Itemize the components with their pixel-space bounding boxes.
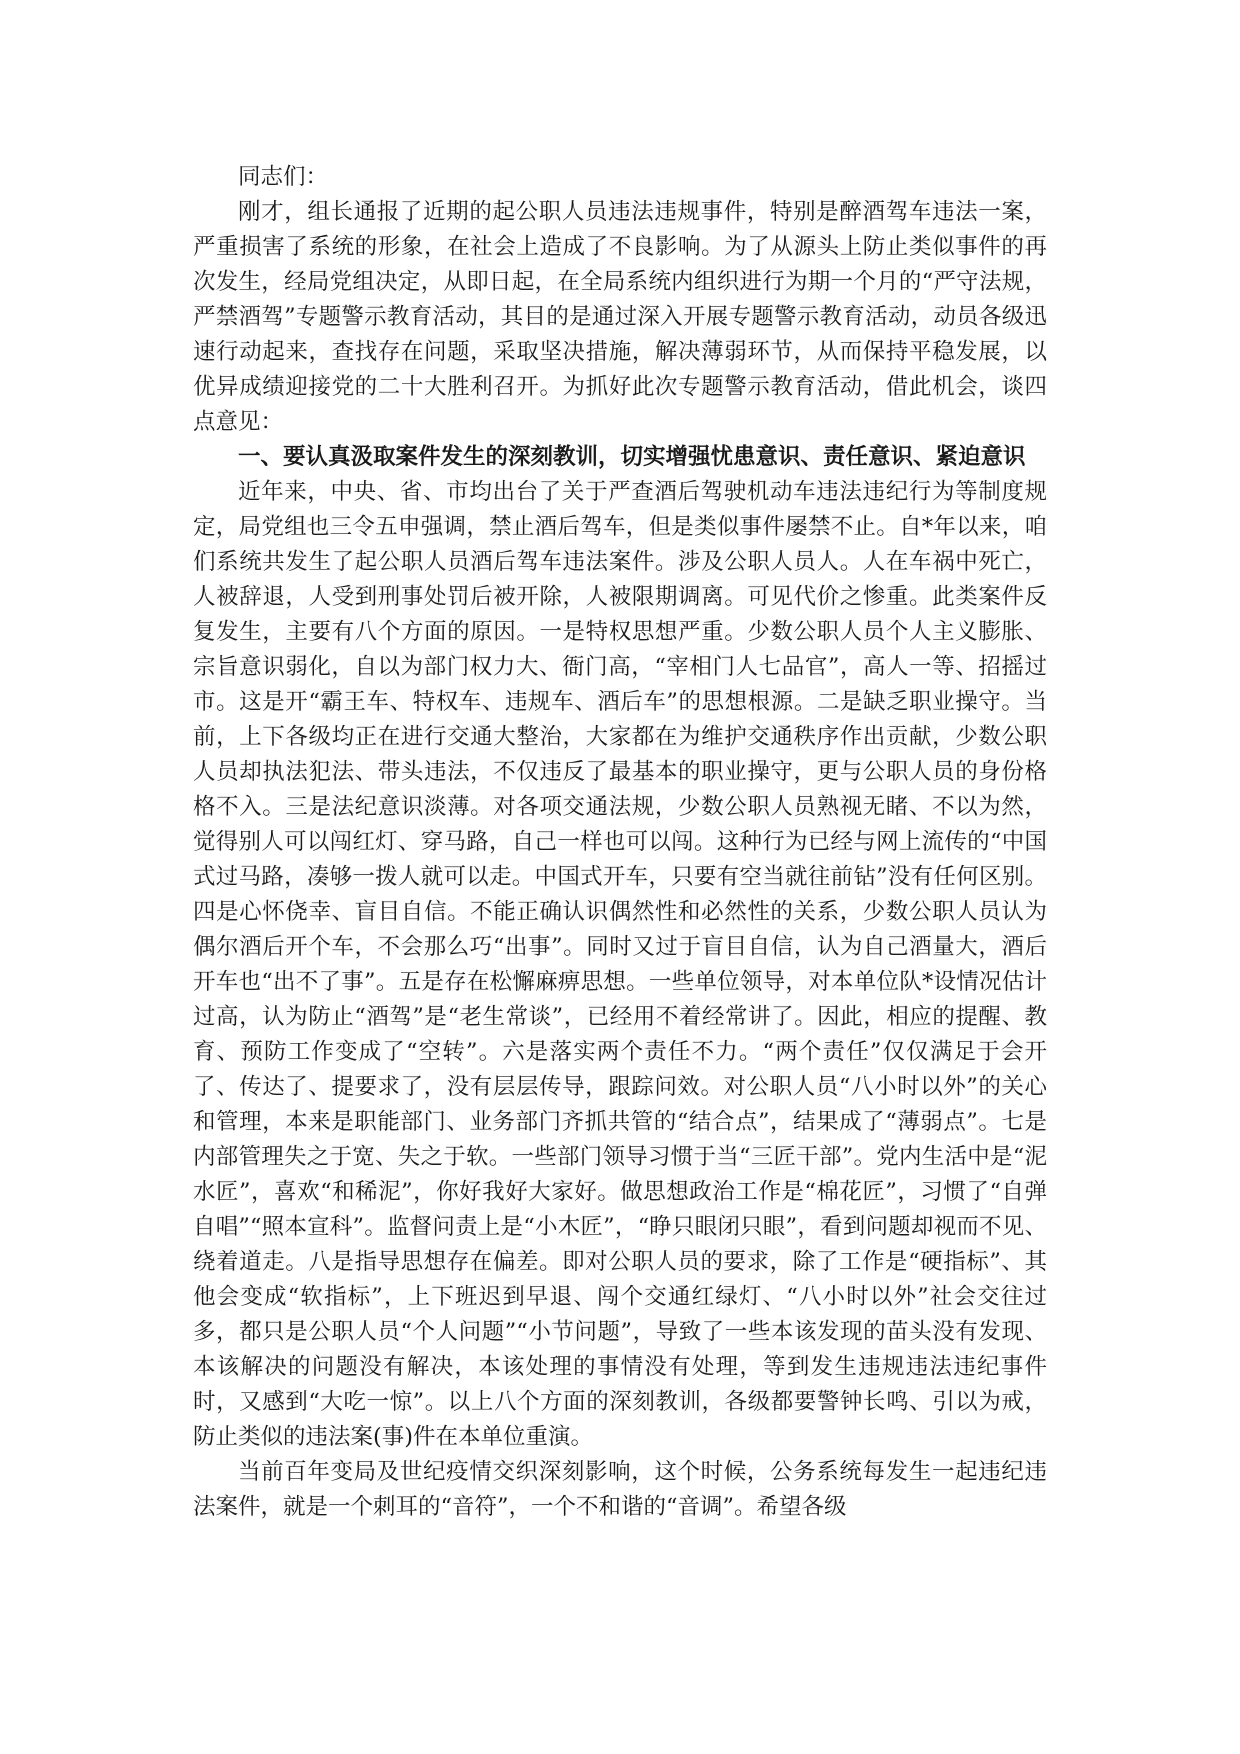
intro-paragraph: 刚才，组长通报了近期的起公职人员违法违规事件，特别是醉酒驾车违法一案，严重损害了系统的形象，在社会上造成了不良影响。为了从源头上防止类似事件的再次发生，经局党组决定，从即日起，在全局系统内组织进行为期一个月的“严守法规，严禁酒驾”专题警示教育活动，其目的是通过深入开展专题警示教育活动，动员各级迅速行动起来，查找存在问题，采取坚决措施，解决薄弱环节，从而保持平稳发展，以优异成绩迎接党的二十大胜利召开。为抓好此次专题警示教育活动，借此机会，谈四点意见： <box>193 199 1047 435</box>
body-paragraph-1: 近年来，中央、省、市均出台了关于严查酒后驾驶机动车违法违纪行为等制度规定，局党组也三令五申强调，禁止酒后驾车，但是类似事件屡禁不止。自*年以来，咱们系统共发生了起公职人员酒后驾车违法案件。涉及公职人员人。人在车祸中死亡，人被辞退，人受到刑事处罚后被开除，人被限期调离。可见代价之惨重。此类案件反复发生，主要有八个方面的原因。一是特权思想严重。少数公职人员个人主义膨胀、宗旨意识弱化，自以为部门权力大、衙门高，“宰相门人七品官”，高人一等、招摇过市。这是开“霸王车、特权车、违规车、酒后车”的思想根源。二是缺乏职业操守。当前，上下各级均正在进行交通大整治，大家都在为维护交通秩序作出贡献，少数公职人员却执法犯法、带头违法，不仅违反了最基本的职业操守，更与公职人员的身份格格不入。三是法纪意识淡薄。对各项交通法规，少数公职人员熟视无睹、不以为然，觉得别人可以闯红灯、穿马路，自己一样也可以闯。这种行为已经与网上流传的“中国式过马路，凑够一拨人就可以走。中国式开车，只要有空当就往前钻”没有任何区别。四是心怀侥幸、盲目自信。不能正确认识偶然性和必然性的关系，少数公职人员认为偶尔酒后开个车，不会那么巧“出事”。同时又过于盲目自信，认为自己酒量大，酒后开车也“出不了事”。五是存在松懈麻痹思想。一些单位领导，对本单位队*设情况估计过高，认为防止“酒驾”是“老生常谈”，已经用不着经常讲了。因此，相应的提醒、教育、预防工作变成了“空转”。六是落实两个责任不力。“两个责任”仅仅满足于会开了、传达了、提要求了，没有层层传导，跟踪问效。对公职人员“八小时以外”的关心和管理，本来是职能部门、业务部门齐抓共管的“结合点”，结果成了“薄弱点”。七是内部管理失之于宽、失之于软。一些部门领导习惯于当“三匠干部”。党内生活中是“泥水匠”，喜欢“和稀泥”，你好我好大家好。做思想政治工作是“棉花匠”，习惯了“自弹自唱”“照本宣科”。监督问责上是“小木匠”，“睁只眼闭只眼”，看到问题却视而不见、绕着道走。八是指导思想存在偏差。即对公职人员的要求，除了工作是“硬指标”、其他会变成“软指标”，上下班迟到早退、闯个交通红绿灯、“八小时以外”社会交往过多，都只是公职人员“个人问题”“小节问题”，导致了一些本该发现的苗头没有发现、本该解决的问题没有解决，本该处理的事情没有处理，等到发生违规违法违纪事件时，又感到“大吃一惊”。以上八个方面的深刻教训，各级都要警钟长鸣、引以为戒，防止类似的违法案(事)件在本单位重演。 <box>193 479 1047 1450</box>
document-page <box>193 160 1047 1525</box>
body-paragraph-2: 当前百年变局及世纪疫情交织深刻影响，这个时候，公务系统每发生一起违纪违法案件，就是一个刺耳的“音符”，一个不和谐的“音调”。希望各级 <box>193 1459 1047 1520</box>
section-heading-1: 一、要认真汲取案件发生的深刻教训，切实增强忧患意识、责任意识、紧迫意识 <box>238 444 1026 470</box>
greeting: 同志们： <box>238 164 329 190</box>
